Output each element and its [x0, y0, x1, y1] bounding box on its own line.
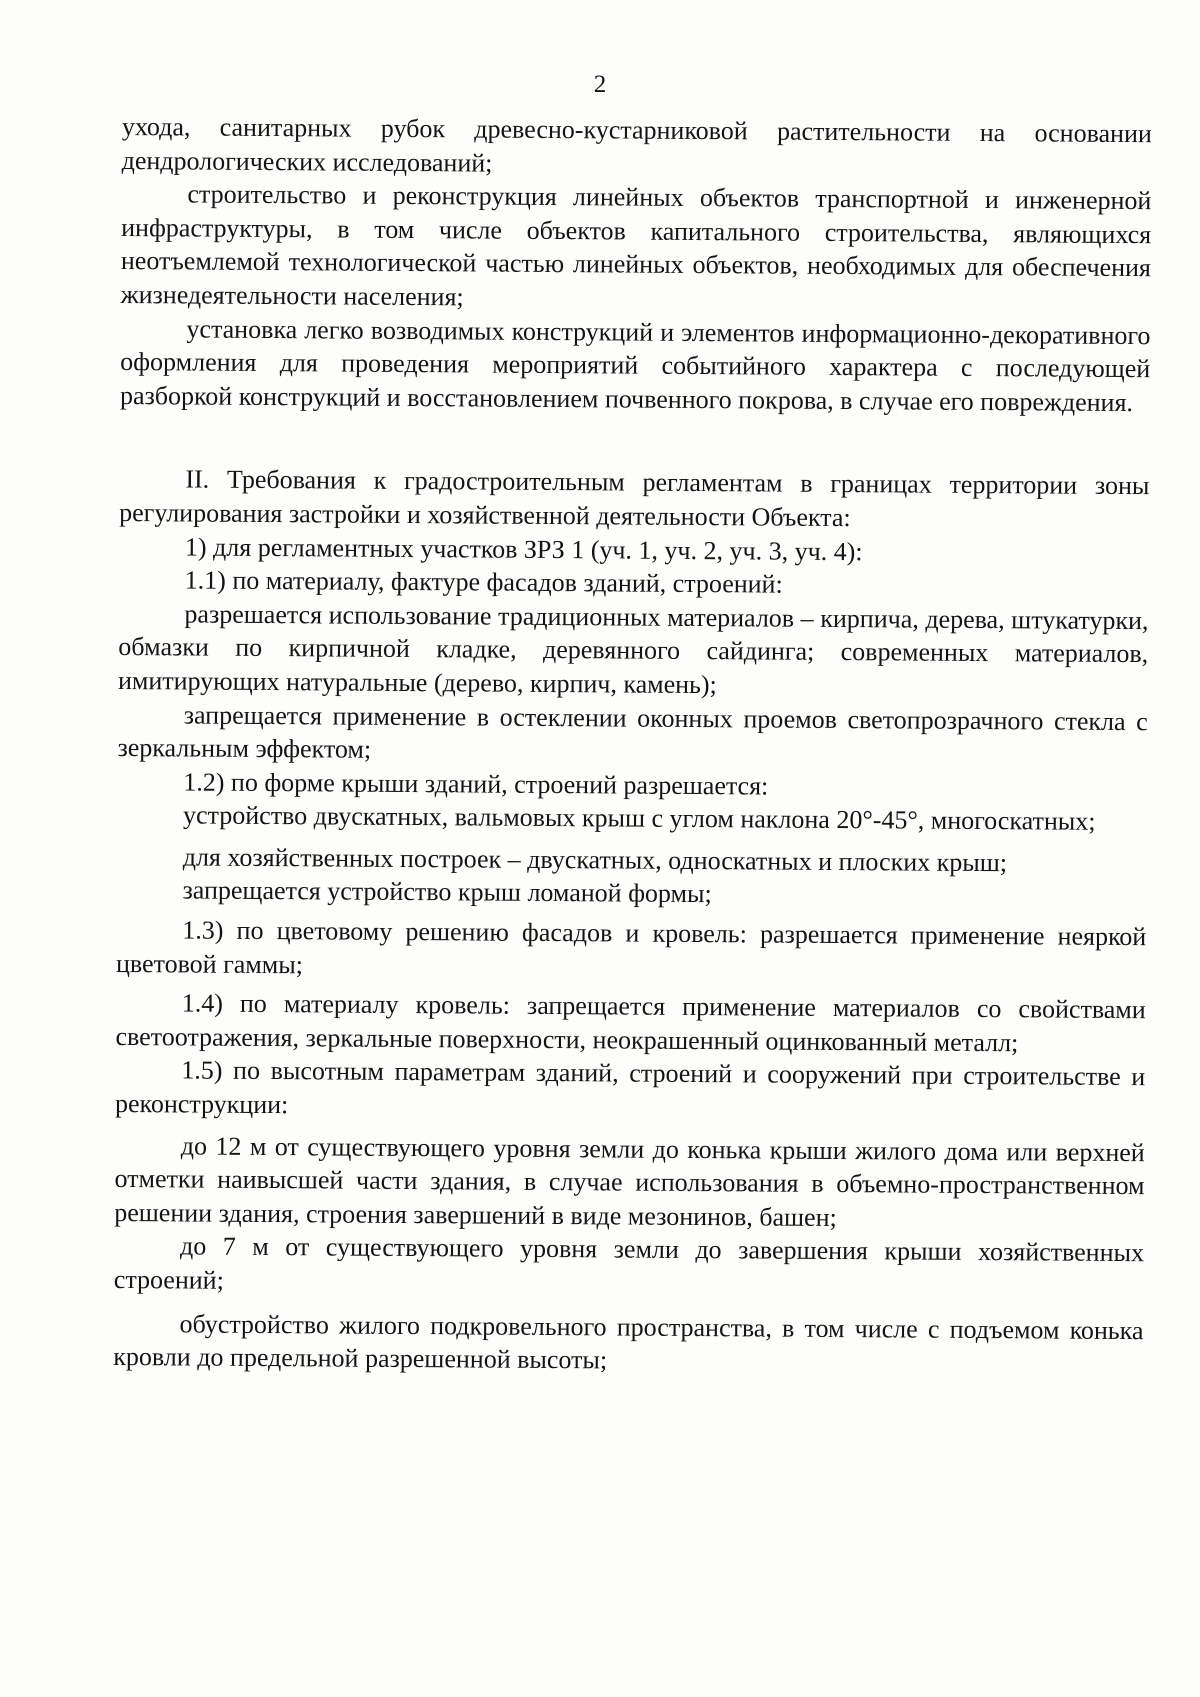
section-gap	[120, 412, 1150, 469]
document-body	[113, 110, 1152, 1381]
paragraph-2: строительство и реконструкция линейных объектов транспортной и инженерной инфраструктуры, в том числе объектов капитального строительства, являющихся неотъемлемой технологической частью линейных объектов, необходимых для обеспечения жизнедеятельности населения;	[120, 179, 1152, 312]
paragraph-attic-space: обустройство жилого подкровельного пространства, в том числе с подъемом конька кровли до предельной разрешенной высоты;	[113, 1309, 1144, 1375]
paragraph-item-1-5: 1.5) по высотным параметрам зданий, строений и сооружений при строительстве и реконструкции:	[114, 1055, 1146, 1120]
page-number: 2	[593, 71, 607, 98]
paragraph-item-1-4: 1.4) по материалу кровель: запрещается применение материалов со свойствами светоотражения, зеркальные поверхности, неокрашенный оцинкованный металл;	[115, 988, 1146, 1058]
paragraph-glass-forbidden: запрещается применение в остеклении оконных проемов светопрозрачного стекла с зеркальным эффектом;	[117, 699, 1148, 764]
paragraph-height-12m: до 12 м от существующего уровня земли до конька крыши жилого дома или верхней отметки наивысшей части здания, в случае использования в объемно-пространственном решении здания, строения завершений в виде мезонинов, башен;	[114, 1131, 1145, 1232]
paragraph-item-1: 1) для регламентных участков ЗРЗ 1 (уч. 1, уч. 2, уч. 3, уч. 4):	[184, 531, 863, 566]
paragraph-roof-types: устройство двускатных, вальмовых крыш с углом наклона 20°-45°, многоскатных;	[182, 800, 1096, 837]
paragraph-broken-roof-forbidden: запрещается устройство крыш ломаной формы;	[182, 875, 712, 909]
paragraph-materials-allowed: разрешается использование традиционных материалов – кирпича, дерева, штукатурки, обмазки по кирпичной кладке, деревянного сайдинга; современных материалов, имитирующих натуральные (дерево, кирпич, камень);	[117, 599, 1149, 700]
paragraph-3: установка легко возводимых конструкций и элементов информационно-декоративного оформления для проведения мероприятий событийного характера с последующей разборкой конструкций и восстановлением почвенного покрова, в случае его повреждения.	[119, 314, 1151, 417]
section-heading: II. Требования к градостроительным регламентам в границах территории зоны регулирования застройки и хозяйственной деятельности Объекта:	[119, 464, 1150, 533]
paragraph-item-1-2: 1.2) по форме крыши зданий, строений разрешается:	[183, 767, 769, 801]
paragraph-1: ухода, санитарных рубок древесно-кустарниковой растительности на основании дендрологических исследований;	[121, 111, 1152, 178]
paragraph-outbuildings-roof: для хозяйственных построек – двускатных, односкатных и плоских крыш;	[182, 842, 1008, 878]
paragraph-item-1-1: 1.1) по материалу, фактуре фасадов зданий, строений:	[184, 565, 783, 599]
paragraph-item-1-3: 1.3) по цветовому решению фасадов и кровель: разрешается применение неяркой цветовой гаммы;	[115, 915, 1147, 979]
paragraph-height-7m: до 7 м от существующего уровня земли до завершения крыши хозяйственных строений;	[113, 1231, 1145, 1295]
